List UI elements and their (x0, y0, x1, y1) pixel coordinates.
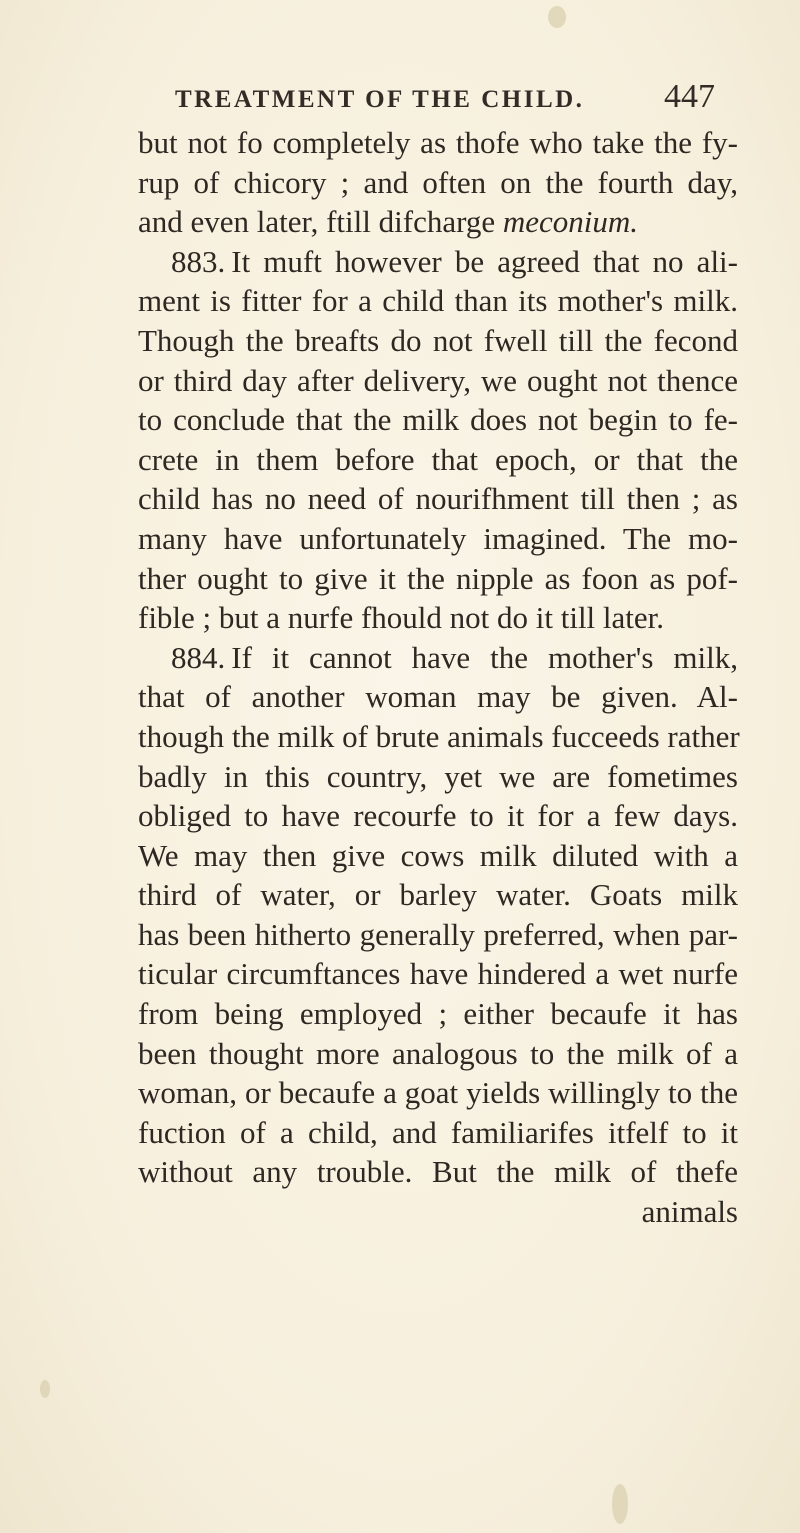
line-text: but not fo completely as thofe who take the fy- (138, 125, 738, 160)
line-text: obliged to have recourfe to it for a few days. (138, 798, 738, 834)
line-text: and even later, ftill difcharge (138, 204, 503, 240)
text-line (138, 1034, 738, 1074)
paragraph-number: 884. (171, 639, 226, 675)
line-text: third of water, or barley water. Goats milk (138, 877, 738, 913)
catchword: animals (641, 1194, 738, 1230)
line-text: fuction of a child, and familiarifes itfelf to it (138, 1114, 738, 1150)
text-line (138, 954, 738, 994)
text-line (138, 479, 738, 519)
line-text: We may then give cows milk diluted with a (138, 837, 738, 873)
paper-stain (612, 1484, 628, 1524)
line-text: from being employed ; either becaufe it has (138, 996, 738, 1032)
line-text: fible ; but a nurfe fhould not do it till later. (138, 600, 665, 636)
paragraph-first-line (138, 242, 738, 282)
text-line (138, 915, 738, 955)
line-text: though the milk of brute animals fucceeds rather (138, 718, 740, 754)
text-line (138, 875, 738, 915)
text-line (138, 440, 738, 480)
body-text (138, 123, 738, 1232)
line-text: It muft however be agreed that no ali- (231, 243, 738, 279)
text-line (138, 1152, 738, 1192)
text-line (138, 1073, 738, 1113)
text-line (138, 163, 738, 203)
text-line (138, 559, 738, 599)
line-text: without any trouble. But the milk of thefe (138, 1154, 738, 1190)
italic-term: meconium. (502, 204, 639, 240)
text-line (138, 1113, 738, 1153)
paragraph-first-line (138, 638, 738, 678)
line-text: If it cannot have the mother's milk, (231, 639, 738, 675)
text-line (138, 598, 738, 638)
running-head (175, 78, 715, 122)
line-text: ment is fitter for a child than its mother's milk. (138, 283, 738, 319)
paper-stain (40, 1380, 50, 1398)
text-line (138, 202, 738, 242)
line-text: been thought more analogous to the milk of a (138, 1035, 738, 1071)
line-text: child has no need of nourifhment till then ; as (138, 481, 738, 517)
text-line (138, 400, 738, 440)
line-text: crete in them before that epoch, or that the (138, 441, 738, 477)
paragraph-number: 883. (171, 243, 226, 279)
line-text: Though the breafts do not fwell till the fecond (138, 322, 738, 358)
text-line (138, 281, 738, 321)
text-line (138, 796, 738, 836)
line-text: many have unfortunately imagined. The mo- (138, 520, 738, 556)
line-text: woman, or becaufe a goat yields willingly to the (138, 1075, 738, 1111)
line-text: has been hitherto generally preferred, when par- (138, 916, 738, 952)
text-line (138, 123, 738, 163)
text-line (138, 994, 738, 1034)
text-line (138, 757, 738, 797)
text-line (138, 717, 738, 757)
text-line (138, 321, 738, 361)
line-text: that of another woman may be given. Al- (138, 679, 738, 715)
running-title: TREATMENT OF THE CHILD. (175, 86, 585, 113)
text-line (138, 361, 738, 401)
page-number: 447 (664, 78, 715, 115)
line-text: badly in this country, yet we are fometimes (138, 758, 738, 794)
text-line (138, 836, 738, 876)
text-line (138, 677, 738, 717)
paper-stain (548, 6, 566, 28)
text-line (138, 519, 738, 559)
line-text: or third day after delivery, we ought not thence (138, 362, 738, 398)
line-text: ticular circumftances have hindered a wet nurfe (138, 956, 738, 992)
line-text: rup of chicory ; and often on the fourth day, (138, 164, 738, 200)
line-text: to conclude that the milk does not begin to fe- (138, 402, 738, 438)
line-text: ther ought to give it the nipple as foon as pof- (138, 560, 738, 596)
